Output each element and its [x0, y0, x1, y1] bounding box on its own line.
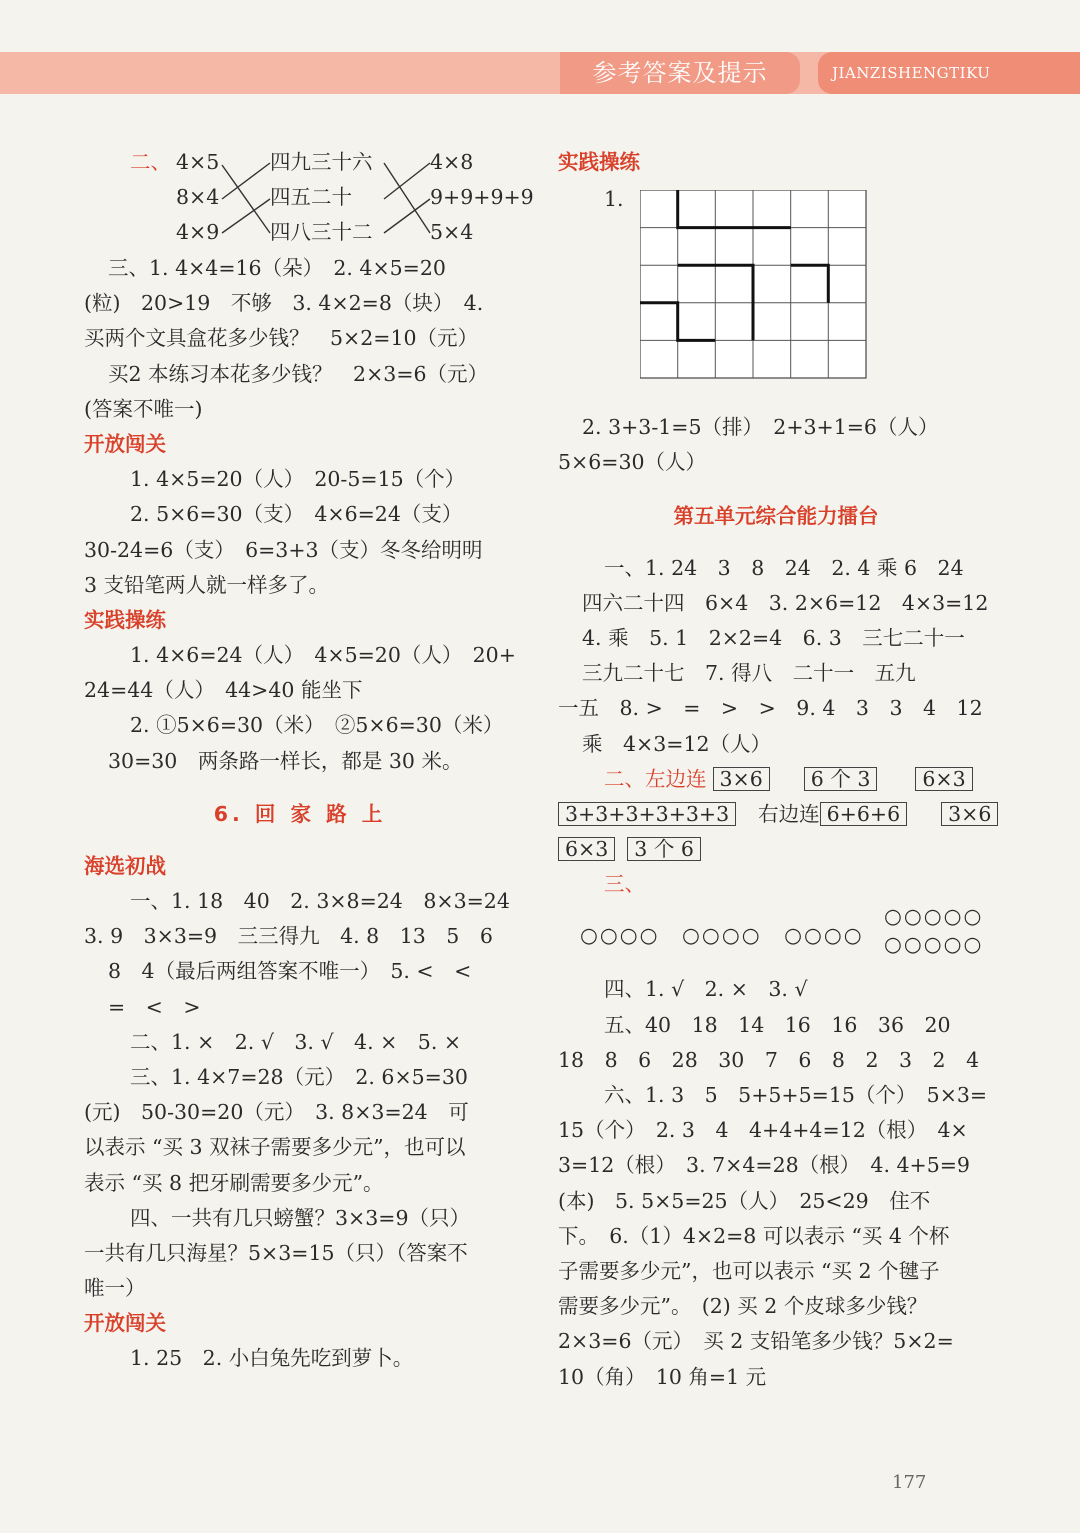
circle-row-c: ○○○○○: [884, 932, 984, 957]
answer-box: 3+3+3+3+3+3: [558, 802, 736, 826]
boxes-row-1: [558, 762, 994, 797]
page-number: 177: [892, 1472, 927, 1493]
match-a-3: 4×9: [176, 220, 220, 244]
circle-row-b: ○○○○○: [884, 904, 984, 929]
unit-title: 第五单元综合能力擂台: [673, 503, 879, 528]
section-heading: 开放闯关: [84, 1311, 166, 1336]
right-column: [558, 145, 994, 1395]
text-line: 二、1. × 2. √ 3. √ 4. × 5. ×: [130, 1029, 462, 1054]
text-line: 下。 6.（1）4×2=8 可以表示 “买 4 个杯: [558, 1223, 950, 1248]
answer-box: 3×6: [713, 767, 770, 791]
text-line: 5×6=30（人）: [558, 450, 707, 475]
boxes-right-label: 右边连: [758, 801, 820, 826]
match-c-2: 9+9+9+9: [430, 185, 534, 209]
match-a-1: 4×5: [176, 150, 220, 174]
grid-exercise: [558, 180, 994, 410]
text-line: 2. ①5×6=30（米） ②5×6=30（米）: [130, 713, 504, 738]
match-c-3: 5×4: [430, 220, 474, 244]
text-line: 3=12（根） 3. 7×4=28（根） 4. 4+5=9: [558, 1153, 970, 1178]
match-b-2: 四五二十: [270, 185, 352, 209]
boxes-left-label: 二、左边连: [604, 766, 707, 791]
text-line: 三、1. 4×7=28（元） 2. 6×5=30: [130, 1064, 468, 1089]
text-line: 2×3=6（元） 买 2 支铅笔多少钱？5×2=: [558, 1329, 954, 1354]
text-line: 四、1. √ 2. × 3. √: [604, 977, 808, 1002]
answer-box: 3×6: [941, 802, 998, 826]
match-c-1: 4×8: [430, 150, 474, 174]
text-line: 五、40 18 14 16 16 36 20: [604, 1012, 951, 1037]
match-b-3: 四八三十二: [270, 220, 373, 244]
match-a-2: 8×4: [176, 185, 220, 209]
text-line: 1. 4×6=24（人） 4×5=20（人） 20+: [130, 643, 516, 668]
text-line: 以表示 “买 3 双袜子需要多少元”，也可以: [84, 1135, 466, 1160]
text-line: 三九二十七 7. 得八 二十一 五九: [582, 661, 916, 686]
text-line: 10（角） 10 角=1 元: [558, 1364, 767, 1389]
grid-figure: [640, 190, 868, 380]
text-line: 买两个文具盒花多少钱？ 5×2=10（元）: [84, 326, 479, 351]
text-line: 乘 4×3=12（人）: [582, 731, 772, 756]
section-three-label: 三、: [604, 872, 645, 897]
text-line: 18 8 6 28 30 7 6 8 2 3 2 4: [558, 1047, 980, 1072]
text-line: 表示 “买 8 把牙刷需要多少元”。: [84, 1170, 384, 1195]
section-heading: 实践操练: [558, 150, 640, 174]
text-line: (本) 5. 5×5=25（人） 25<29 住不: [558, 1188, 931, 1213]
match-b-1: 四九三十六: [270, 150, 373, 174]
text-line: 四、一共有几只螃蟹？3×3=9（只）: [130, 1205, 470, 1230]
grid-label: 1.: [604, 187, 624, 212]
text-line: 24=44（人） 44>40 能坐下: [84, 678, 363, 703]
text-line: 六、1. 3 5 5+5+5=15（个） 5×3=: [604, 1083, 988, 1107]
text-line: 1. 4×5=20（人） 20-5=15（个）: [130, 467, 466, 492]
text-line: 一共有几只海星？5×3=15（只）（答案不: [84, 1240, 468, 1265]
answer-box: 6 个 3: [804, 767, 878, 791]
text-line: 3 支铅笔两人就一样多了。: [84, 572, 330, 597]
header-brand: JIANZISHENGTIKU: [818, 52, 1080, 94]
text-line: 一五 8. > = > > 9. 4 3 3 4 12: [558, 696, 983, 721]
text-line: 3. 9 3×3=9 三三得九 4. 8 13 5 6: [84, 924, 493, 949]
text-line: (答案不唯一): [84, 396, 203, 421]
text-line: 2. 3+3-1=5（排） 2+3+1=6（人）: [582, 415, 939, 440]
text-line: 15（个） 2. 3 4 4+4+4=12（根） 4×: [558, 1118, 968, 1143]
lesson-title: 6. 回 家 路 上: [213, 801, 387, 826]
boxes-row-2: [558, 797, 994, 832]
section-heading: 开放闯关: [84, 431, 166, 456]
match-lines: [84, 145, 516, 251]
text-line: 唯一）: [84, 1276, 146, 1301]
text-line: 三、1. 4×4=16（朵） 2. 4×5=20: [108, 256, 446, 280]
text-line: 子需要多少元”，也可以表示 “买 2 个毽子: [558, 1258, 940, 1283]
text-line: 30=30 两条路一样长，都是 30 米。: [108, 748, 463, 773]
text-line: 四六二十四 6×4 3. 2×6=12 4×3=12: [582, 590, 989, 615]
header-title: 参考答案及提示: [560, 52, 800, 94]
matching-exercise: [84, 145, 534, 251]
circle-row-a: ○○○○ ○○○○ ○○○○: [580, 923, 864, 948]
text-line: 8 4（最后两组答案不唯一） 5. < <: [108, 959, 472, 984]
section-heading: 海选初战: [84, 853, 166, 878]
left-column: [84, 145, 534, 1377]
text-line: 买2 本练习本花多少钱？ 2×3=6（元）: [108, 361, 489, 386]
text-line: 30-24=6（支） 6=3+3（支）冬冬给明明: [84, 537, 483, 562]
text-line: 需要多少元”。 (2) 买 2 个皮球多少钱？: [558, 1294, 928, 1319]
answer-box: 6×3: [558, 837, 615, 861]
answer-box: 3 个 6: [627, 837, 701, 861]
text-line: 一、1. 24 3 8 24 2. 4 乘 6 24: [604, 555, 964, 580]
section-heading: 实践操练: [84, 607, 166, 632]
text-line: 4. 乘 5. 1 2×2=4 6. 3 三七二十一: [582, 625, 965, 650]
text-line: 一、1. 18 40 2. 3×8=24 8×3=24: [130, 889, 510, 913]
text-line: (元) 50-30=20（元） 3. 8×3=24 可: [84, 1100, 469, 1125]
text-line: (粒) 20>19 不够 3. 4×2=8（块） 4.: [84, 291, 484, 316]
text-line: 2. 5×6=30（支） 4×6=24（支）: [130, 502, 463, 527]
circle-groups: [558, 902, 994, 972]
match-label: 二、: [130, 150, 171, 174]
answer-box: 6×3: [915, 767, 972, 791]
text-line: = < >: [108, 994, 201, 1019]
text-line: 1. 25 2. 小白兔先吃到萝卜。: [130, 1346, 414, 1371]
boxes-row-3: [558, 832, 994, 867]
answer-box: 6+6+6: [820, 802, 907, 826]
